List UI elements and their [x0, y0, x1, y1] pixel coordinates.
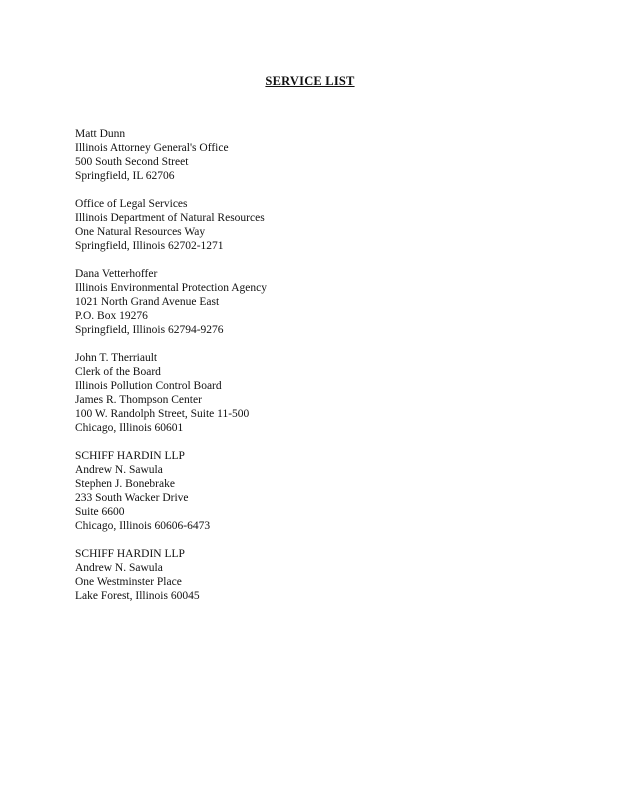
- address-line: One Westminster Place: [75, 576, 182, 588]
- address-line: Andrew N. Sawula: [75, 562, 163, 574]
- address-line: Clerk of the Board: [75, 366, 161, 378]
- page-title: SERVICE LIST: [265, 74, 355, 88]
- address-line: Lake Forest, Illinois 60045: [75, 590, 200, 602]
- address-line: P.O. Box 19276: [75, 310, 148, 322]
- address-line: Illinois Environmental Protection Agency: [75, 282, 267, 294]
- address-line: Springfield, Illinois 62702-1271: [75, 240, 224, 252]
- address-block: [75, 267, 475, 337]
- address-line: 100 W. Randolph Street, Suite 11-500: [75, 408, 250, 420]
- address-line: James R. Thompson Center: [75, 394, 202, 406]
- address-block: [75, 449, 475, 533]
- address-line: John T. Therriault: [75, 352, 158, 364]
- address-line: Matt Dunn: [75, 128, 126, 140]
- address-line: Office of Legal Services: [75, 198, 188, 210]
- address-line: Andrew N. Sawula: [75, 464, 163, 476]
- address-block: [75, 351, 475, 435]
- address-line: 500 South Second Street: [75, 156, 189, 168]
- address-block: [75, 547, 475, 603]
- address-block: [75, 127, 475, 183]
- address-line: Illinois Department of Natural Resources: [75, 212, 265, 224]
- address-line: SCHIFF HARDIN LLP: [75, 450, 185, 462]
- address-line: Illinois Attorney General's Office: [75, 142, 229, 154]
- address-line: Springfield, IL 62706: [75, 170, 175, 182]
- address-line: Stephen J. Bonebrake: [75, 478, 175, 490]
- address-line: SCHIFF HARDIN LLP: [75, 548, 185, 560]
- address-line: 233 South Wacker Drive: [75, 492, 189, 504]
- address-block: [75, 197, 475, 253]
- address-line: Springfield, Illinois 62794-9276: [75, 324, 224, 336]
- address-line: One Natural Resources Way: [75, 226, 206, 238]
- address-line: Chicago, Illinois 60601: [75, 422, 184, 434]
- address-line: Illinois Pollution Control Board: [75, 380, 222, 392]
- address-line: Dana Vetterhoffer: [75, 268, 158, 280]
- address-line: Suite 6600: [75, 506, 125, 518]
- service-list: [75, 127, 475, 617]
- address-line: Chicago, Illinois 60606-6473: [75, 520, 211, 532]
- address-line: 1021 North Grand Avenue East: [75, 296, 220, 308]
